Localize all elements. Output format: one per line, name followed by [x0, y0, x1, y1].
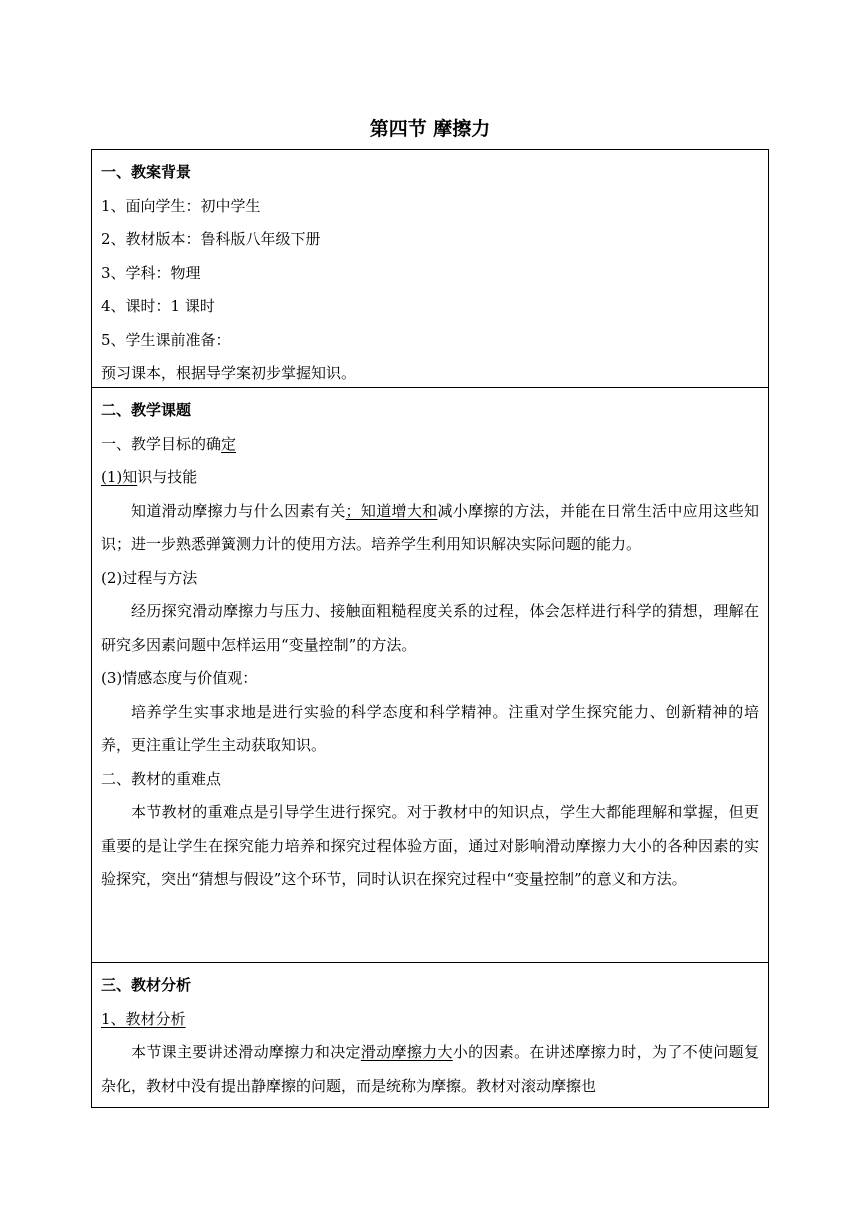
background-item: 2、教材版本：鲁科版八年级下册 [101, 230, 321, 248]
background-item: 3、学科：物理 [101, 263, 201, 282]
section-heading: 二、教学课题 [101, 401, 192, 419]
background-item: 4、课时：1 课时 [101, 297, 215, 315]
knowledge-heading [101, 461, 759, 495]
knowledge-paragraph [101, 495, 759, 562]
analysis-paragraph [101, 1036, 759, 1103]
goal-heading-text: 一、教学目标的确 [101, 434, 222, 453]
analysis-text-underlined: 滑动摩擦力大 [360, 1043, 453, 1061]
background-note: 预习课本，根据导学案初步掌握知识。 [101, 364, 357, 382]
analysis-text-a: 本节课主要讲述滑动摩擦力和决定 [131, 1043, 361, 1061]
process-paragraph: 经历探究滑动摩擦力与压力、接触面粗糙程度关系的过程，体会怎样进行科学的猜想，理解在研究多因素问题中怎样运用“变量控制”的方法。 [101, 602, 759, 654]
process-heading: (2)过程与方法 [101, 568, 198, 587]
section-heading: 一、教案背景 [101, 163, 192, 181]
key-points-heading: 二、教材的重难点 [101, 769, 222, 788]
analysis-text-b: 小的因素。在讲述摩擦力时，为了不使问题复杂化，教材中没有提出静摩擦的问题，而是统称为摩擦。教材对滚动摩擦也 [101, 1043, 759, 1095]
background-item: 1、面向学生：初中学生 [101, 196, 261, 215]
goal-heading [101, 428, 759, 462]
knowledge-text-a: 知道滑动摩擦力与什么因素有关 [131, 501, 346, 520]
knowledge-heading-underlined: (1)知 [101, 468, 138, 486]
section-topic [92, 388, 768, 963]
section-background [92, 150, 768, 388]
knowledge-text-b: 减小摩擦的方法，并能在日常生活中应用这些知识；进一步熟悉弹簧测力计的使用方法。培养学生利用知识解决实际问题的能力。 [101, 501, 759, 553]
background-item: 5、学生课前准备： [101, 330, 231, 349]
section-analysis [92, 963, 768, 1107]
page-title: 第四节 摩擦力 [369, 118, 491, 140]
attitude-heading: (3)情感态度与价值观： [101, 669, 258, 687]
key-points-paragraph: 本节教材的重难点是引导学生进行探究。对于教材中的知识点，学生大都能理解和掌握，但更重要的是让学生在探究能力培养和探究过程体验方面，通过对影响滑动摩擦力大小的各种因素的实验探究，突出“猜想与假设”这个环节，同时认识在探究过程中“变量控制”的意义和方法。 [101, 803, 759, 888]
attitude-paragraph: 培养学生实事求地是进行实验的科学态度和科学精神。注重对学生探究能力、创新精神的培养，更注重让学生主动获取知识。 [101, 702, 759, 754]
knowledge-text-underlined: ；知道增大和 [345, 501, 438, 520]
analysis-subheading: 1、教材分析 [101, 1009, 186, 1028]
lesson-plan-table [91, 149, 769, 1108]
goal-heading-underlined: 定 [221, 434, 237, 453]
section-heading: 三、教材分析 [101, 976, 192, 994]
knowledge-heading-text: 识与技能 [137, 468, 198, 486]
